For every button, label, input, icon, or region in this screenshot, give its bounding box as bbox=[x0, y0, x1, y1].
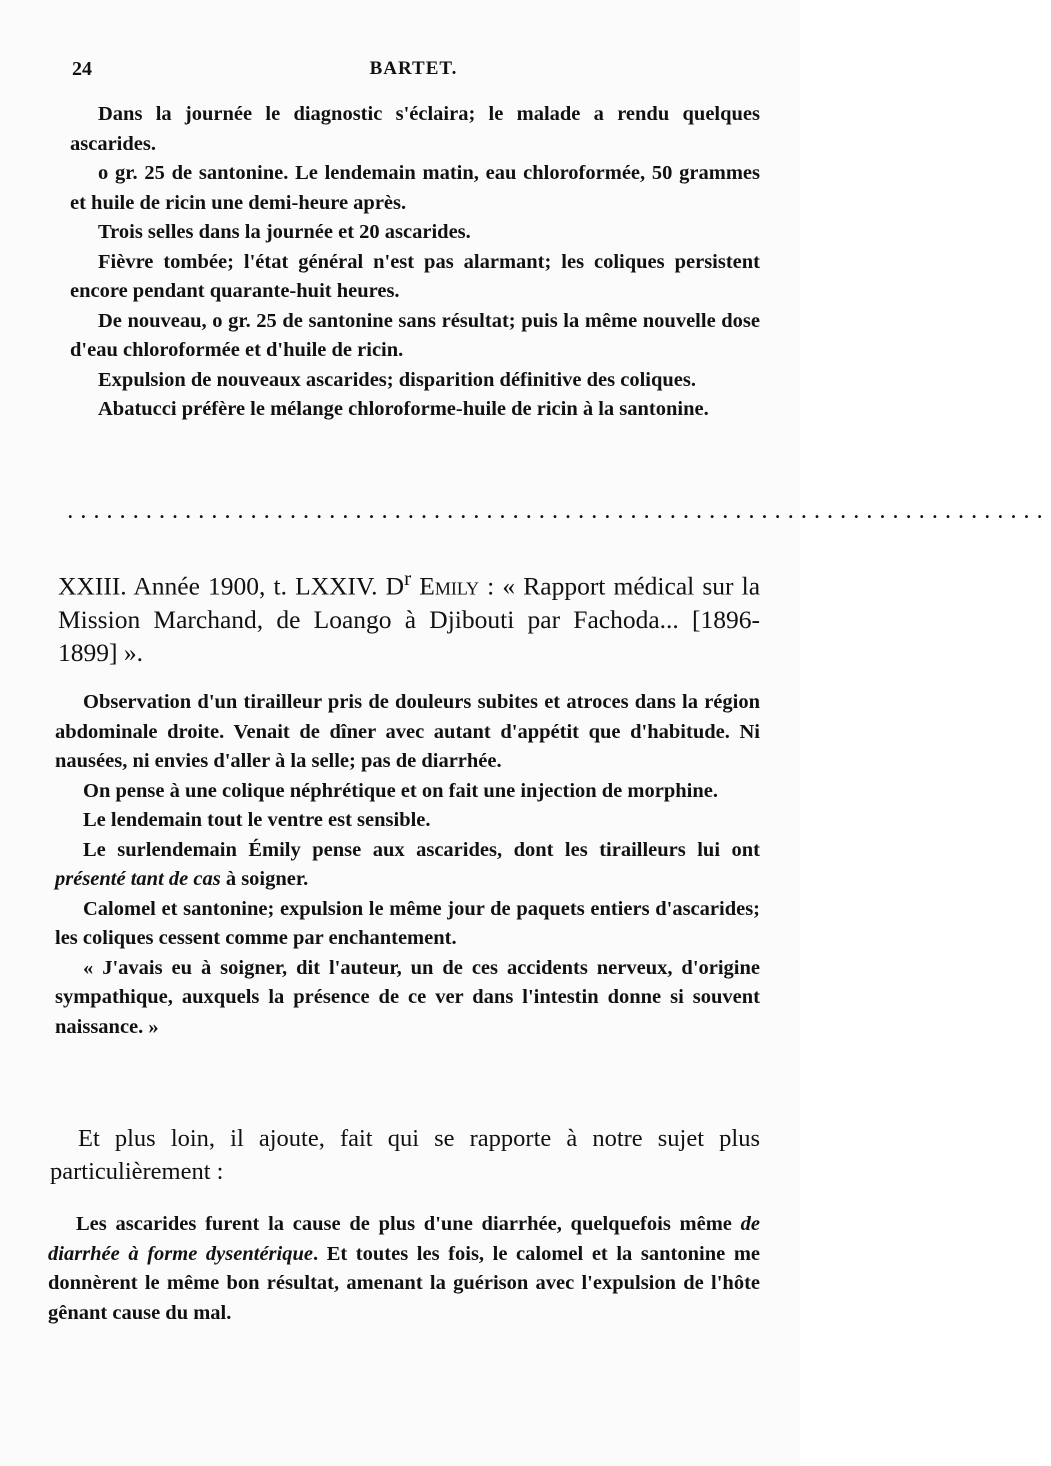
paragraph: Observation d'un tirailleur pris de douleurs subites et atroces dans la région abdominale droite. Venait de dîner avec autant d'appétit que d'habitude. Ni nausées, ni envies d'aller à la selle; pas de diarrhée. bbox=[55, 691, 760, 772]
paragraph: « J'avais eu à soigner, dit l'auteur, un de ces accidents nerveux, d'origine sympathique, auxquels la présence de ce ver dans l'intestin donne si souvent naissance. » bbox=[55, 956, 760, 1038]
dotted-separator: ........................................................................... bbox=[68, 502, 1051, 522]
text-run: à soigner. bbox=[220, 868, 309, 890]
paragraph: Dans la journée le diagnostic s'éclaira; le malade a rendu quelques ascarides. bbox=[70, 103, 760, 155]
paragraph: Expulsion de nouveaux ascarides; disparition définitive des coliques. bbox=[98, 368, 697, 391]
reference-title bbox=[58, 562, 760, 669]
intro-sentence: Et plus loin, il ajoute, fait qui se rapporte à notre sujet plus particulièrement : bbox=[50, 1125, 760, 1185]
paragraph: Abatucci préfère le mélange chloroforme-huile de ricin à la santonine. bbox=[98, 398, 709, 420]
paragraph bbox=[55, 836, 760, 895]
case-continuation bbox=[70, 100, 760, 425]
quoted-passage bbox=[48, 1210, 760, 1328]
page-header bbox=[72, 58, 755, 88]
emphasis: présenté tant de cas bbox=[55, 868, 221, 890]
paragraph: Fièvre tombée; l'état général n'est pas alarmant; les coliques persistent encore pendant quarante-huit heures. bbox=[70, 250, 760, 302]
title-rest: : « Rapport médical sur la Mission Marchand, de Loango à Djibouti par Fachoda... [1896-1899] ». bbox=[58, 571, 761, 667]
emphasis: de diarrhée à forme dysentérique bbox=[48, 1213, 760, 1265]
paragraph: o gr. 25 de santonine. Le lendemain matin, eau chloroformée, 50 grammes et huile de ricin une demi-heure après. bbox=[70, 162, 760, 214]
paragraph: Calomel et santonine; expulsion le même jour de paquets entiers d'ascarides; les coliques cessent comme par enchantement. bbox=[55, 897, 760, 949]
paragraph: Trois selles dans la journée et 20 ascarides. bbox=[98, 221, 471, 243]
paragraph bbox=[48, 1210, 760, 1328]
observation bbox=[55, 688, 760, 1042]
running-head: BARTET. bbox=[369, 58, 458, 79]
title-author: Emily bbox=[419, 571, 480, 601]
text-run: . Et toutes les fois, le calomel et la santonine me donnèrent le même bon résultat, amenant la guérison avec l'expulsion de l'hôte gênant cause du mal. bbox=[48, 1242, 760, 1324]
paragraph: Le lendemain tout le ventre est sensible. bbox=[83, 809, 431, 831]
title-superscript: r bbox=[404, 566, 412, 590]
text-run: Les ascarides furent la cause de plus d'une diarrhée, quelquefois même bbox=[76, 1213, 741, 1235]
title-prefix: XXIII. Année 1900, t. LXXIV. D bbox=[58, 571, 405, 601]
text-run: Le surlendemain Émily pense aux ascarides, dont les tirailleurs lui ont bbox=[83, 838, 760, 861]
paragraph: On pense à une colique néphrétique et on fait une injection de morphine. bbox=[83, 779, 718, 802]
paragraph: De nouveau, o gr. 25 de santonine sans résultat; puis la même nouvelle dose d'eau chloroformée et d'huile de ricin. bbox=[70, 309, 760, 361]
page-number: 24 bbox=[72, 58, 92, 80]
